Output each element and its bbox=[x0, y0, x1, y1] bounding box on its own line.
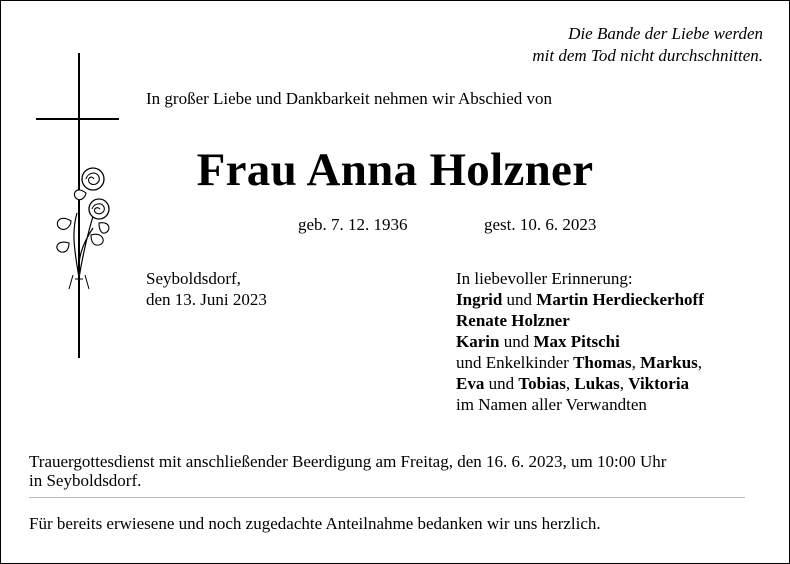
place: Seyboldsdorf, bbox=[146, 269, 241, 288]
mourner-name: Viktoria bbox=[628, 374, 690, 393]
intro-text: In großer Liebe und Dankbarkeit nehmen wir Abschied von bbox=[146, 89, 552, 108]
mourner-line-2 bbox=[456, 310, 704, 331]
connector: , bbox=[619, 374, 629, 393]
service-line-2: in Seyboldsdorf. bbox=[29, 471, 142, 490]
place-and-date bbox=[146, 268, 267, 310]
mourner-name: Max Pitschi bbox=[533, 332, 620, 351]
connector: und bbox=[484, 374, 519, 393]
mourners-heading: In liebevoller Erinnerung: bbox=[456, 269, 633, 288]
connector: , bbox=[697, 353, 703, 372]
divider bbox=[29, 497, 745, 498]
connector: und Enkelkinder bbox=[456, 353, 574, 372]
mourner-name: Thomas bbox=[573, 353, 632, 372]
mourners-closing: im Namen aller Verwandten bbox=[456, 395, 647, 414]
mourner-name: Renate Holzner bbox=[456, 311, 570, 330]
mourner-name: Martin Herdieckerhoff bbox=[536, 290, 704, 309]
mourner-name: Karin bbox=[456, 332, 500, 351]
mourner-name: Lukas bbox=[574, 374, 620, 393]
mourners-list bbox=[456, 268, 704, 415]
connector: , bbox=[565, 374, 575, 393]
deceased-name: Frau Anna Holzner bbox=[196, 144, 594, 196]
mourner-line-4 bbox=[456, 352, 704, 373]
death-date: gest. 10. 6. 2023 bbox=[484, 215, 597, 234]
mourner-line-5 bbox=[456, 373, 704, 394]
cross-with-rose-icon bbox=[31, 53, 126, 363]
mourner-line-3 bbox=[456, 331, 704, 352]
mourner-name: Eva bbox=[456, 374, 485, 393]
motto bbox=[532, 23, 763, 67]
mourner-name: Markus bbox=[640, 353, 698, 372]
motto-line-2: mit dem Tod nicht durchschnitten. bbox=[532, 46, 763, 65]
mourner-name: Tobias bbox=[518, 374, 566, 393]
funeral-service-info bbox=[29, 452, 666, 490]
service-line-1: Trauergottesdienst mit anschließender Beerdigung am Freitag, den 16. 6. 2023, um 10:00 Uhr bbox=[29, 452, 667, 471]
connector: und bbox=[502, 290, 537, 309]
thanks-text: Für bereits erwiesene und noch zugedachte Anteilnahme bedanken wir uns herzlich. bbox=[29, 514, 601, 533]
mourner-name: Ingrid bbox=[456, 290, 503, 309]
mourner-line-1 bbox=[456, 289, 704, 310]
connector: , bbox=[631, 353, 641, 372]
motto-line-1: Die Bande der Liebe werden bbox=[568, 24, 763, 43]
birth-date: geb. 7. 12. 1936 bbox=[298, 215, 408, 234]
connector: und bbox=[499, 332, 534, 351]
notice-date: den 13. Juni 2023 bbox=[146, 290, 267, 309]
